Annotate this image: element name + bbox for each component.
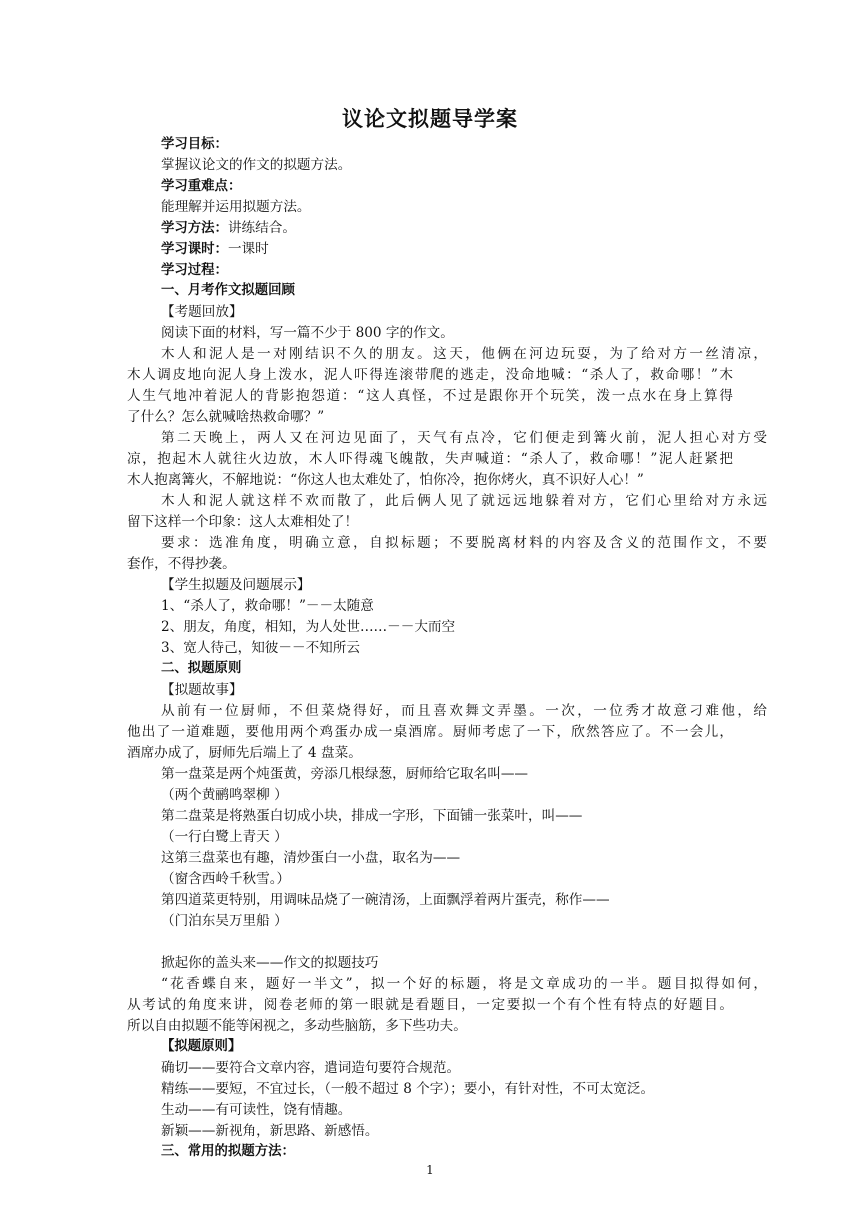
goal-line [127, 133, 767, 156]
process-line [127, 259, 767, 282]
goal-text: 掌握议论文的作文的拟题方法。 [161, 157, 352, 173]
method-text: 讲练结合。 [227, 220, 296, 236]
dish-name: （门泊东吴万里船 ） [161, 913, 288, 929]
requirement-line: 套作，不得抄袭。 [127, 556, 236, 572]
story-p3-line: 木人和泥人就这样不欢而散了，此后俩人见了就远远地躲着对方，它们心里给对方永远 [161, 493, 767, 509]
key-line [127, 175, 767, 198]
principle-item: 新颖——新视角，新思路、新感悟。 [161, 1123, 379, 1139]
intro-line: “花香蝶自来，题好一半文”，拟一个好的标题，将是文章成功的一半。题目拟得如何， [161, 976, 767, 992]
story-p1-line: 人生气地冲着泥人的背影抱怨道：“这人真怪，不过是跟你开个玩笑，泼一点水在身上算得 [127, 388, 733, 404]
dish-name: （窗含西岭千秋雪。） [161, 871, 291, 887]
method-line [127, 217, 767, 240]
goal-label: 学习目标： [161, 137, 228, 152]
chef-story-line: 酒席办成了，厨师先后端上了 4 盘菜。 [127, 745, 362, 761]
dish-line: 第二盘菜是将熟蛋白切成小块，排成一字形，下面铺一张菜叶，叫—— [161, 808, 583, 824]
section2-heading: 二、拟题原则 [161, 661, 242, 676]
story-p3-line: 留下这样一个印象：这人太难相处了！ [127, 514, 359, 530]
requirement-line: 要求：选准角度，明确立意，自拟标题；不要脱离材料的内容及含义的范围作文，不要 [161, 535, 767, 551]
chef-story-line: 他出了一道难题，要他用两个鸡蛋办成一桌酒席。厨师考虑了一下，欣然答应了。不一会儿， [127, 724, 733, 740]
hours-label: 学习课时： [161, 242, 228, 257]
tag-students: 【学生拟题及问题展示】 [161, 577, 311, 593]
story-p1-line: 木人和泥人是一对刚结识不久的朋友。这天，他俩在河边玩耍，为了给对方一丝清凉， [161, 346, 767, 362]
principle-item: 生动——有可读性，饶有情趣。 [161, 1102, 352, 1118]
key-text: 能理解并运用拟题方法。 [161, 199, 311, 215]
student-title-item: 1、“杀人了，救命哪！”－－太随意 [161, 598, 374, 614]
section1-heading: 一、月考作文拟题回顾 [161, 283, 295, 298]
chef-story-line: 从前有一位厨师，不但菜烧得好，而且喜欢舞文弄墨。一次，一位秀才故意刁难他，给 [161, 703, 767, 719]
dish-line: 第四道菜更特别，用调味品烧了一碗清汤，上面飘浮着两片蛋壳，称作—— [161, 892, 610, 908]
story-p2-line: 第二天晚上，两人又在河边见面了，天气有点冷，它们便走到篝火前，泥人担心对方受 [161, 430, 767, 446]
principle-item: 精练——要短，不宜过长，（一般不超过 8 个字）；要小，有针对性，不可太宽泛。 [161, 1081, 655, 1097]
intro-line: 所以自由拟题不能等闲视之，多动些脑筋，多下些功夫。 [127, 1018, 467, 1034]
dish-name: （两个黄鹂鸣翠柳 ） [161, 787, 288, 803]
subtitle: 掀起你的盖头来——作文的拟题技巧 [161, 955, 379, 971]
story-p1-line: 木人调皮地向泥人身上泼水，泥人吓得连滚带爬的逃走，没命地喊：“杀人了，救命哪！”木 [127, 367, 733, 383]
tag-review: 【考题回放】 [161, 304, 243, 320]
dish-line: 第一盘菜是两个炖蛋黄，旁添几根绿葱，厨师给它取名叫—— [161, 766, 529, 782]
hours-text: 一课时 [227, 241, 269, 257]
story-p2-line: 木人抱离篝火，不解地说：“你这人也太难处了，怕你冷，抱你烤火，真不识好人心！” [127, 472, 644, 488]
method-label: 学习方法： [161, 221, 228, 236]
key-label: 学习重难点： [161, 179, 242, 194]
student-title-item: 2、朋友，角度，相知，为人处世……－－大而空 [161, 619, 456, 635]
tag-principles: 【拟题原则】 [161, 1039, 242, 1054]
story-p1-line: 了什么？怎么就喊啥热救命哪？” [127, 409, 325, 425]
student-title-item: 3、宽人待己，知彼－－不知所云 [161, 640, 360, 656]
hours-line [127, 238, 767, 261]
section3-heading: 三、常用的拟题方法： [161, 1144, 295, 1159]
essay-prompt: 阅读下面的材料，写一篇不少于 800 字的作文。 [161, 325, 454, 341]
document-title: 议论文拟题导学案 [342, 107, 518, 131]
story-p2-line: 凉，抱起木人就往火边放，木人吓得魂飞魄散，失声喊道：“杀人了，救命哪！”泥人赶紧把 [127, 451, 733, 467]
intro-line: 从考试的角度来讲，阅卷老师的第一眼就是看题目，一定要拟一个有个性有特点的好题目。 [127, 997, 733, 1013]
process-label: 学习过程： [161, 263, 228, 278]
page-number: 1 [426, 1163, 434, 1177]
dish-line: 这第三盘菜也有趣，清炒蛋白一小盘，取名为—— [161, 850, 461, 866]
dish-name: （一行白鹭上青天 ） [161, 829, 288, 845]
tag-story: 【拟题故事】 [161, 682, 243, 698]
principle-item: 确切——要符合文章内容，遣词造句要符合规范。 [161, 1060, 461, 1076]
